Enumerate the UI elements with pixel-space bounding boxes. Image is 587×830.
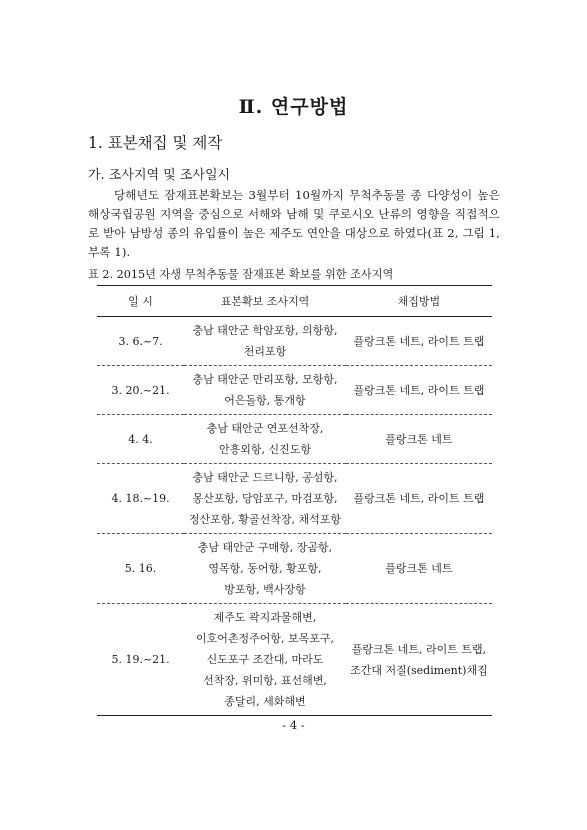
- section-title: 1. 표본채집 및 제작: [88, 134, 223, 152]
- table-row: [97, 317, 492, 366]
- body-paragraph: 당해년도 잠재표본확보는 3월부터 10월까지 무척추동물 종 다양성이 높은 해상국립공원 지역을 중심으로 서해와 남해 및 쿠로시오 난류의 영향을 직접적으로 받아 남방성 종의 유입률이 높은 제주도 연안을 대상으로 하였다(표 2, 그림 1, 부록 1).: [88, 188, 500, 259]
- cell-date: 5. 16.: [97, 534, 184, 604]
- method-line: 플랑크톤 네트: [385, 562, 453, 575]
- cell-method: [346, 604, 492, 716]
- table-row: [97, 534, 492, 604]
- location-line: 충남 태안군 드르니항, 공섬항,: [192, 471, 338, 484]
- table-row: [97, 415, 492, 464]
- method-line: 플랑크톤 네트, 라이트 트랩: [353, 492, 485, 505]
- method-line: 플랑크톤 네트: [385, 432, 453, 446]
- cell-date: 5. 19.~21.: [97, 604, 184, 716]
- header-locations: 표본확보 조사지역: [184, 286, 346, 317]
- cell-locations: [184, 366, 346, 415]
- table-row: [97, 366, 492, 415]
- subsection-title: 가. 조사지역 및 조사일시: [88, 168, 231, 183]
- cell-locations: [184, 464, 346, 534]
- location-line: 종달리, 세화해변: [224, 695, 306, 708]
- location-line: 제주도 곽지과물해변,: [213, 611, 317, 624]
- table-row: [97, 464, 492, 534]
- cell-date: 4. 4.: [97, 415, 184, 464]
- cell-method: [346, 464, 492, 534]
- header-date: 일 시: [97, 286, 184, 317]
- header-method: 채집방법: [346, 286, 492, 317]
- page-number: - 4 -: [282, 718, 305, 732]
- location-line: 이호어촌정주어항, 보목포구,: [195, 632, 334, 645]
- method-line: 플랑크톤 네트, 라이트 트랩: [353, 334, 485, 348]
- location-line: 신도포구 조간대, 마라도: [206, 653, 324, 666]
- cell-method: [346, 534, 492, 604]
- table-row: [97, 604, 492, 716]
- table-header-row: [97, 286, 492, 317]
- cell-method: [346, 415, 492, 464]
- location-line: 영목항, 동어항, 황포항,: [208, 562, 322, 575]
- location-line: 충남 태안군 학암포항, 의항항,: [192, 324, 338, 337]
- location-line: 선착장, 위미항, 표선해변,: [203, 674, 327, 687]
- location-line: 충남 태안군 만리포항, 모항항,: [192, 373, 338, 386]
- cell-date: 3. 6.~7.: [97, 317, 184, 366]
- cell-date: 4. 18.~19.: [97, 464, 184, 534]
- method-line: 플랑크톤 네트, 라이트 트랩: [353, 383, 485, 397]
- cell-locations: [184, 317, 346, 366]
- cell-locations: [184, 415, 346, 464]
- location-line: 천리포항: [243, 345, 287, 358]
- location-line: 안흥외항, 신진도항: [218, 443, 311, 456]
- location-line: 어은돌항, 통개항: [224, 394, 306, 407]
- chapter-title: Ⅱ. 연구방법: [238, 96, 349, 118]
- cell-method: [346, 366, 492, 415]
- method-line: 조간대 저질(sediment)채집: [350, 663, 488, 677]
- table-caption: 표 2. 2015년 자생 무척추동물 잠재표본 확보를 위한 조사지역: [88, 268, 394, 281]
- cell-locations: [184, 604, 346, 716]
- cell-locations: [184, 534, 346, 604]
- method-line: 플랑크톤 네트, 라이트 트랩,: [351, 642, 487, 656]
- cell-date: 3. 20.~21.: [97, 366, 184, 415]
- survey-sites-table: [97, 285, 492, 716]
- location-line: 방포항, 백사장항: [224, 583, 306, 596]
- location-line: 정산포항, 황골선착장, 채석포항: [188, 513, 342, 526]
- location-line: 몽산포항, 당암포구, 마검포항,: [192, 492, 338, 505]
- location-line: 충남 태안군 구매항, 장곰항,: [197, 541, 333, 554]
- location-line: 충남 태안군 연포선착장,: [206, 422, 324, 435]
- cell-method: [346, 317, 492, 366]
